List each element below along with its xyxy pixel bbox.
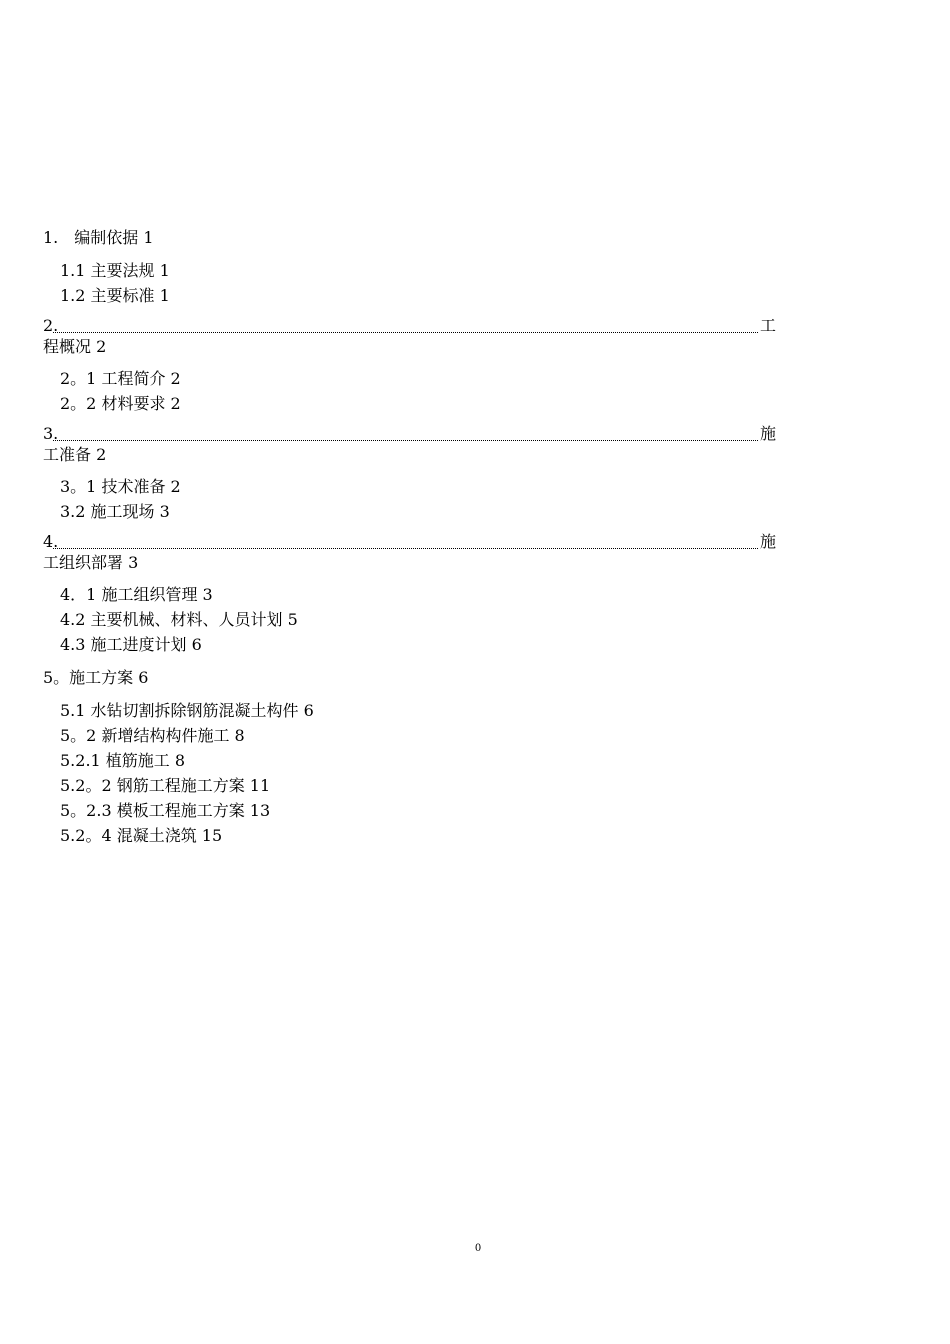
toc-entry-4-title-start: 施 [759, 532, 776, 551]
toc-entry-3-title-continued[interactable]: 工准备 2 [43, 445, 107, 464]
toc-entry-5[interactable]: 5。施工方案 6 [43, 668, 149, 687]
toc-entry-5-2-3[interactable]: 5。2.3 模板工程施工方案 13 [60, 801, 271, 820]
dot-leader [53, 548, 758, 549]
toc-entry-2-title-start: 工 [759, 316, 776, 335]
toc-entry-2-number: 2. [43, 316, 59, 335]
toc-entry-3-title-start: 施 [759, 424, 776, 443]
toc-entry-5-2[interactable]: 5。2 新增结构构件施工 8 [60, 726, 245, 745]
dot-leader [53, 332, 758, 333]
toc-entry-2-title-continued[interactable]: 程概况 2 [43, 337, 107, 356]
toc-entry-2-2[interactable]: 2。2 材料要求 2 [60, 394, 181, 413]
toc-entry-1-2[interactable]: 1.2 主要标准 1 [60, 286, 170, 305]
toc-entry-2-1[interactable]: 2。1 工程简介 2 [60, 369, 181, 388]
toc-entry-3[interactable] [43, 424, 776, 444]
toc-entry-4-title-continued[interactable]: 工组织部署 3 [43, 553, 139, 572]
toc-entry-4[interactable] [43, 532, 776, 552]
toc-entry-4-2[interactable]: 4.2 主要机械、材料、人员计划 5 [60, 610, 298, 629]
toc-entry-1-1[interactable]: 1.1 主要法规 1 [60, 261, 170, 280]
toc-entry-1[interactable]: 1. 编制依据 1 [43, 228, 154, 247]
page-number: 0 [474, 1243, 482, 1254]
table-of-contents [43, 225, 776, 848]
toc-entry-4-3[interactable]: 4.3 施工进度计划 6 [60, 635, 202, 654]
toc-entry-4-1[interactable]: 4．1 施工组织管理 3 [60, 585, 213, 604]
toc-entry-3-2[interactable]: 3.2 施工现场 3 [60, 502, 170, 521]
toc-entry-5-1[interactable]: 5.1 水钻切割拆除钢筋混凝土构件 6 [60, 701, 314, 720]
toc-entry-5-2-1[interactable]: 5.2.1 植筋施工 8 [60, 751, 186, 770]
toc-entry-5-2-2[interactable]: 5.2。2 钢筋工程施工方案 11 [60, 776, 271, 795]
toc-entry-2[interactable] [43, 316, 776, 336]
toc-entry-4-number: 4. [43, 532, 59, 551]
toc-entry-5-2-4[interactable]: 5.2。4 混凝土浇筑 15 [60, 826, 223, 845]
toc-entry-3-number: 3. [43, 424, 59, 443]
toc-entry-3-1[interactable]: 3。1 技术准备 2 [60, 477, 181, 496]
dot-leader [53, 440, 758, 441]
